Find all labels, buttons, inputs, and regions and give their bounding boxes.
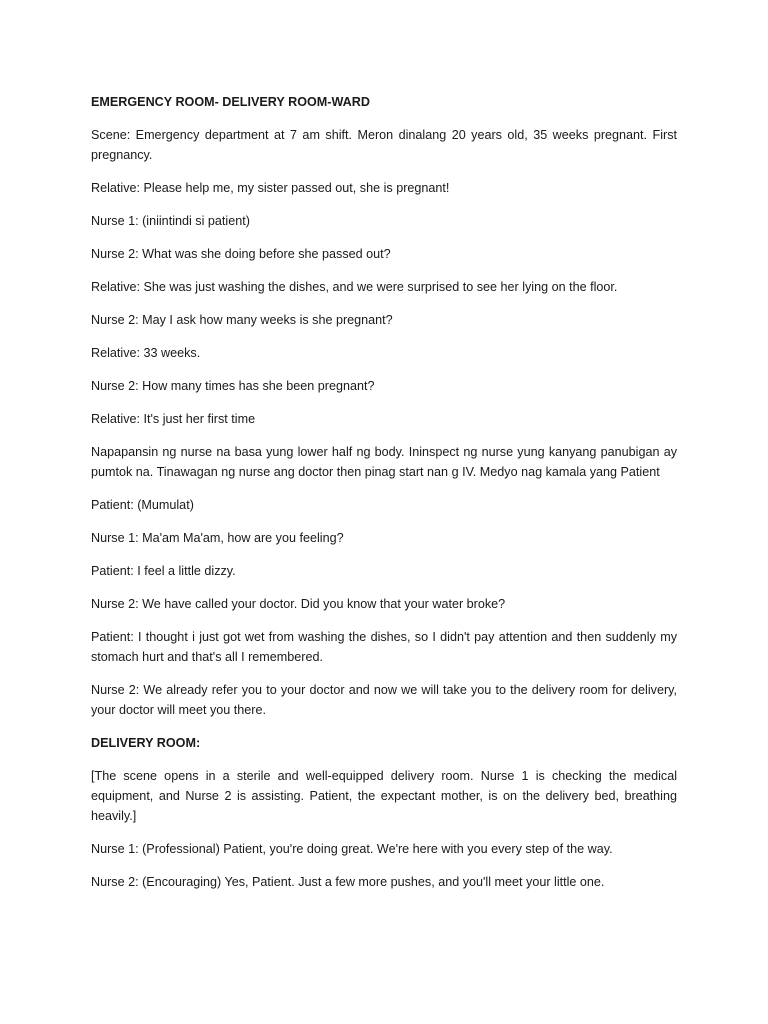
paragraph-patient-2: Patient: I feel a little dizzy. <box>91 564 236 578</box>
paragraph-narration: Napapansin ng nurse na basa yung lower half ng body. Ininspect ng nurse yung kanyang panubigan ay pumtok na. Tinawagan ng nurse ang doctor then pinag start nan g IV. Medyo nag kamala yang Patient <box>91 445 677 479</box>
paragraph-relative-4: Relative: It's just her first time <box>91 412 256 426</box>
paragraph-nurse1-3: Nurse 1: (Professional) Patient, you're doing great. We're here with you every step of the way. <box>91 842 613 856</box>
paragraph-nurse2-2: Nurse 2: May I ask how many weeks is she pregnant? <box>91 313 393 327</box>
paragraph-relative-2: Relative: She was just washing the dishes, and we were surprised to see her lying on the floor. <box>91 280 618 294</box>
paragraph-patient-1: Patient: (Mumulat) <box>91 498 194 512</box>
paragraph-scene-direction: [The scene opens in a sterile and well-equipped delivery room. Nurse 1 is checking the medical equipment, and Nurse 2 is assisting. Patient, the expectant mother, is on the delivery bed, breathing heavily.] <box>91 769 677 823</box>
paragraph-patient-3: Patient: I thought i just got wet from washing the dishes, so I didn't pay attention and then suddenly my stomach hurt and that's all I remembered. <box>91 630 677 664</box>
paragraph-nurse1-2: Nurse 1: Ma'am Ma'am, how are you feeling? <box>91 531 344 545</box>
paragraph-relative-3: Relative: 33 weeks. <box>91 346 201 360</box>
section-heading-delivery-room: DELIVERY ROOM: <box>91 736 201 750</box>
paragraph-relative-1: Relative: Please help me, my sister passed out, she is pregnant! <box>91 181 450 195</box>
paragraph-nurse1-1: Nurse 1: (iniintindi si patient) <box>91 214 250 228</box>
paragraph-nurse2-4: Nurse 2: We have called your doctor. Did you know that your water broke? <box>91 597 506 611</box>
paragraph-nurse2-6: Nurse 2: (Encouraging) Yes, Patient. Just a few more pushes, and you'll meet your little one. <box>91 875 605 889</box>
paragraph-scene: Scene: Emergency department at 7 am shift. Meron dinalang 20 years old, 35 weeks pregnant. First pregnancy. <box>91 128 677 162</box>
document-body <box>91 92 677 905</box>
paragraph-nurse2-5: Nurse 2: We already refer you to your doctor and now we will take you to the delivery room for delivery, your doctor will meet you there. <box>91 683 677 717</box>
document-title: EMERGENCY ROOM- DELIVERY ROOM-WARD <box>91 95 370 109</box>
paragraph-nurse2-3: Nurse 2: How many times has she been pregnant? <box>91 379 375 393</box>
paragraph-nurse2-1: Nurse 2: What was she doing before she passed out? <box>91 247 391 261</box>
